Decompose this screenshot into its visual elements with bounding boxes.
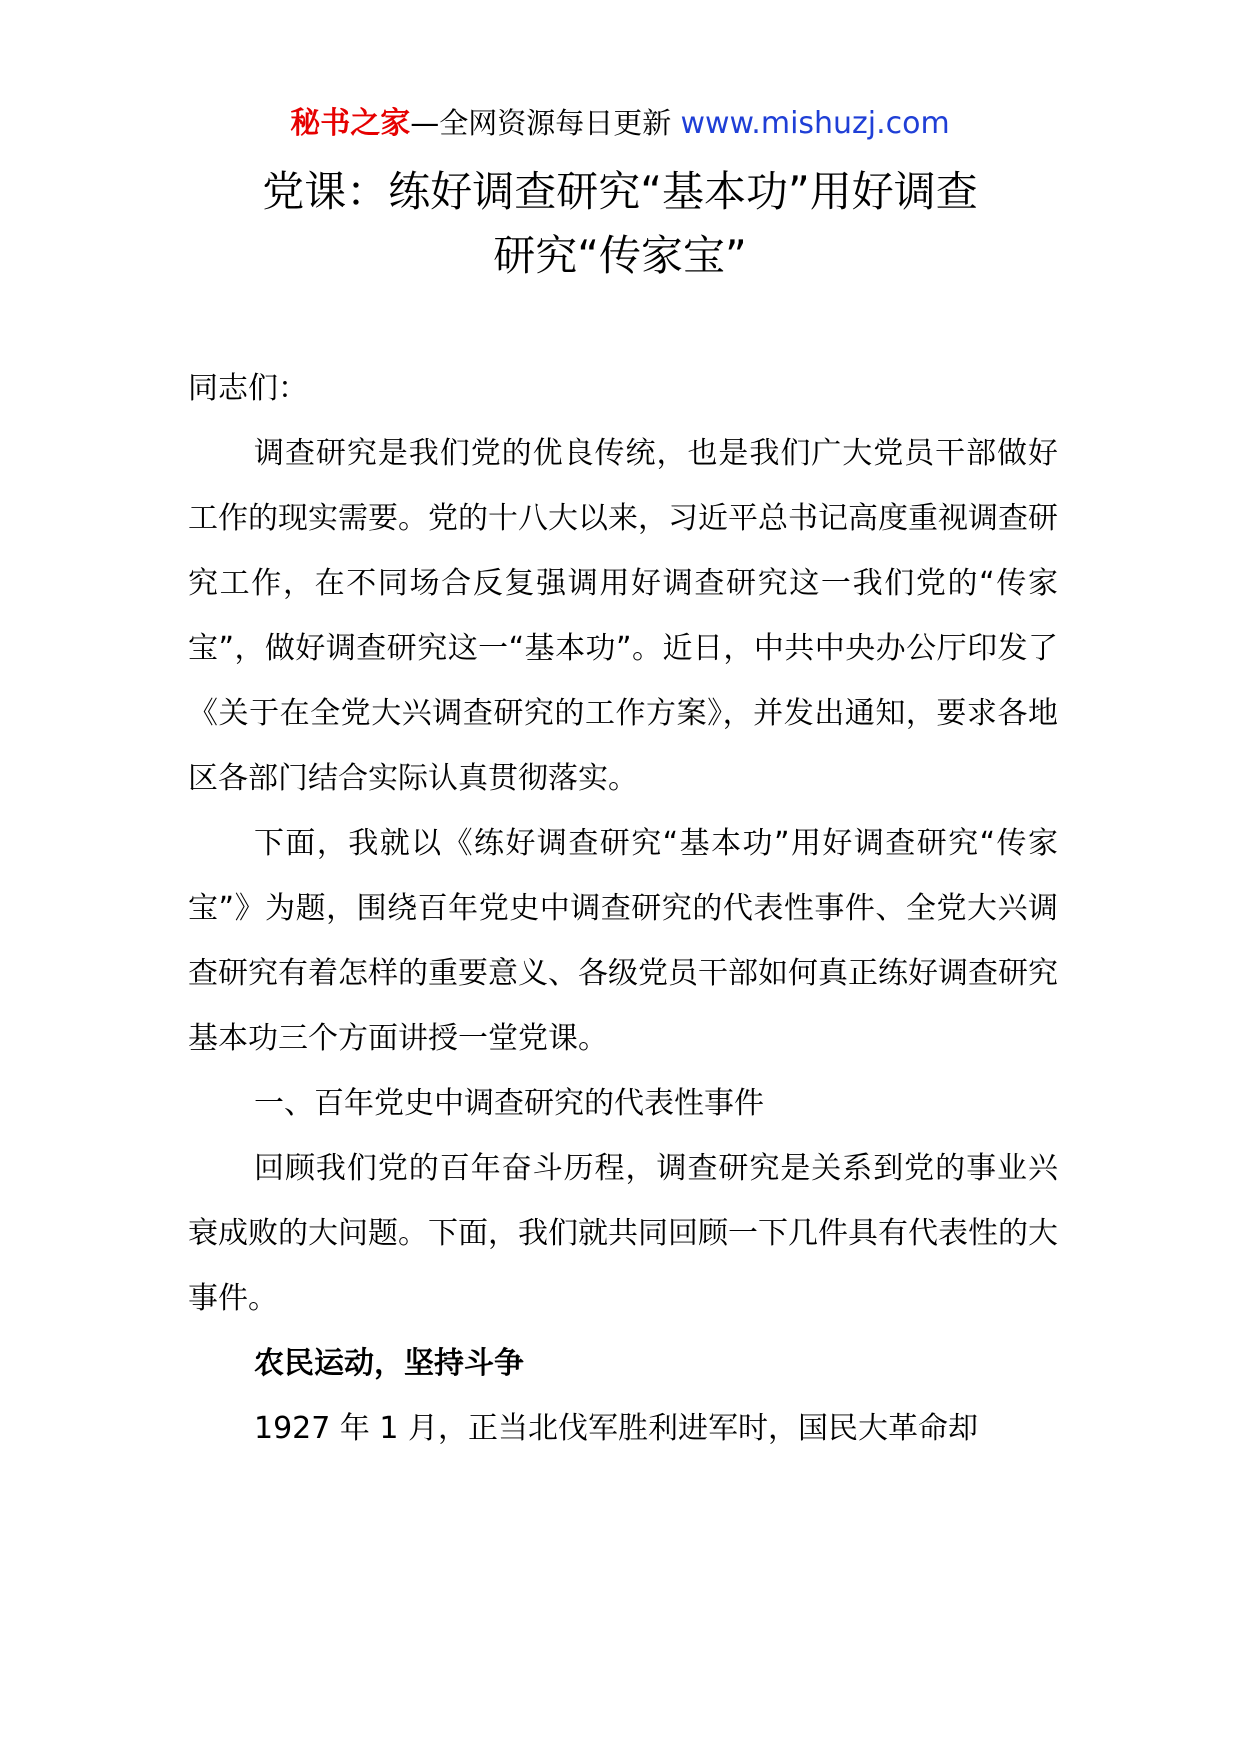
brand-name: 秘书之家 [290,106,411,141]
title-line-2: 研究“传家宝” [493,231,747,280]
section-heading-1: 一、百年党史中调查研究的代表性事件 [254,1086,764,1121]
paragraph-review: 回顾我们党的百年奋斗历程，调查研究是关系到党的事业兴衰成败的大问题。下面，我们就共同回顾一下几件具有代表性的大事件。 [188,1151,1058,1316]
paragraph-1927: 1927 年 1 月，正当北伐军胜利进军时，国民大革命却 [254,1411,979,1446]
title-line-1: 党课：练好调查研究“基本功”用好调查 [262,167,978,216]
subheading-peasant-movement: 农民运动，坚持斗争 [254,1346,524,1381]
paragraph-intro: 调查研究是我们党的优良传统，也是我们广大党员干部做好工作的现实需要。党的十八大以来，习近平总书记高度重视调查研究工作，在不同场合反复强调用好调查研究这一我们党的“传家宝”，做好调查研究这一“基本功”。近日，中共中央办公厅印发了《关于在全党大兴调查研究的工作方案》，并发出通知，要求各地区各部门结合实际认真贯彻落实。 [188,436,1058,796]
paragraph-outline: 下面，我就以《练好调查研究“基本功”用好调查研究“传家宝”》为题，围绕百年党史中调查研究的代表性事件、全党大兴调查研究有着怎样的重要意义、各级党员干部如何真正练好调查研究基本功三个方面讲授一堂党课。 [188,826,1058,1056]
document-body [188,356,1058,1461]
header-slogan: —全网资源每日更新 [410,106,681,140]
document-title [170,160,1070,288]
watermark-header [0,103,1240,144]
salutation: 同志们： [188,371,308,406]
site-url-link[interactable]: www.mishuzj.com [680,106,950,141]
